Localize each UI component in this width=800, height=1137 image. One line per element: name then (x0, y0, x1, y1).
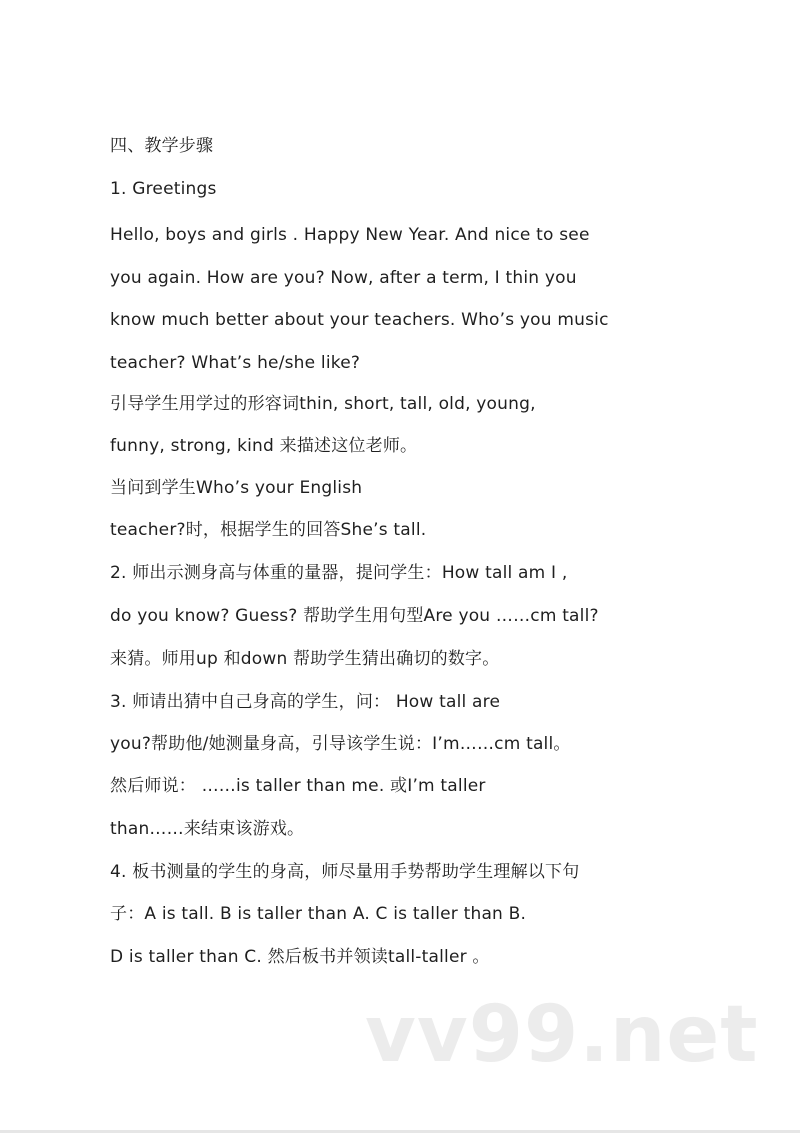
paragraph-line: 引导学生用学过的形容词thin, short, tall, old, young, (110, 394, 536, 414)
step-3-line: 3. 师请出猜中自己身高的学生，问： How tall are (110, 692, 501, 712)
paragraph-line: 然后师说： ……is taller than me. 或I’m taller (110, 776, 486, 796)
watermark: vv99.net (365, 990, 759, 1080)
paragraph-line: teacher?时，根据学生的回答She’s tall. (110, 520, 427, 540)
paragraph-line: 来猜。师用up 和down 帮助学生猜出确切的数字。 (110, 649, 500, 669)
step-4-line: 4. 板书测量的学生的身高，师尽量用手势帮助学生理解以下句 (110, 862, 580, 882)
section-heading: 四、教学步骤 (110, 136, 214, 156)
step-1-heading: 1. Greetings (110, 179, 217, 199)
paragraph-line: Hello, boys and girls . Happy New Year. And nice to see (110, 225, 590, 245)
paragraph-line: you again. How are you? Now, after a term, I thin you (110, 268, 577, 288)
step-2-line: 2. 师出示测身高与体重的量器，提问学生：How tall am I , (110, 563, 568, 583)
paragraph-line: than……来结束该游戏。 (110, 819, 305, 839)
paragraph-line: 子：A is tall. B is taller than A. C is taller than B. (110, 904, 527, 924)
paragraph-line: know much better about your teachers. Who’s you music (110, 310, 609, 330)
paragraph-line: 当问到学生Who’s your English (110, 478, 363, 498)
page-bottom-divider (0, 1130, 800, 1133)
paragraph-line: do you know? Guess? 帮助学生用句型Are you ……cm tall? (110, 606, 599, 626)
paragraph-line: D is taller than C. 然后板书并领读tall-taller 。 (110, 947, 490, 967)
paragraph-line: you?帮助他/她测量身高，引导该学生说：I’m……cm tall。 (110, 734, 571, 754)
paragraph-line: teacher? What’s he/she like? (110, 353, 361, 373)
paragraph-line: funny, strong, kind 来描述这位老师。 (110, 436, 418, 456)
